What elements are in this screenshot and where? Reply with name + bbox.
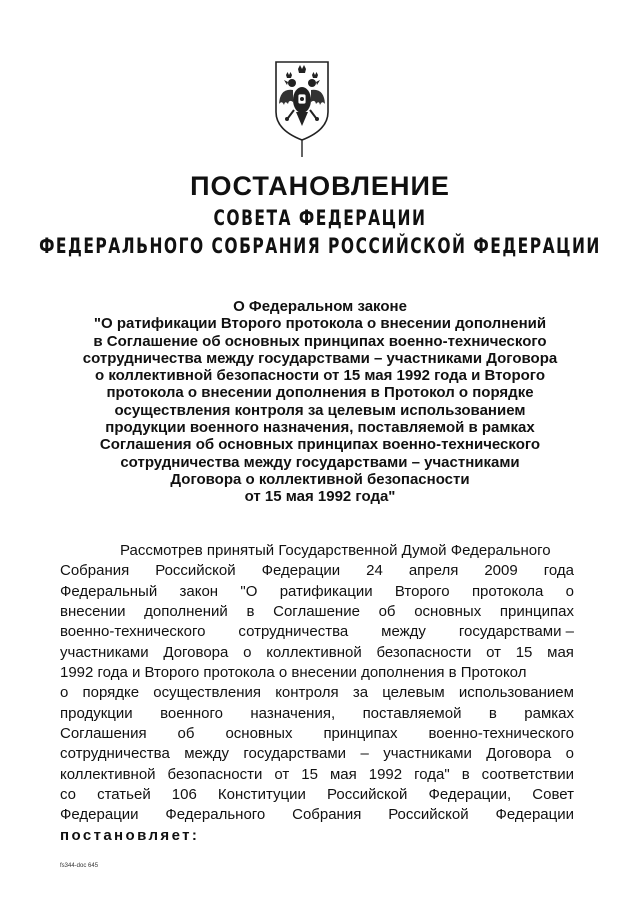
body-word: Российской bbox=[327, 786, 408, 804]
body-word: апреля bbox=[408, 562, 459, 580]
body-word: продукции bbox=[60, 704, 133, 722]
body-line bbox=[60, 704, 574, 724]
body-line bbox=[60, 663, 574, 683]
body-word: государствами – bbox=[458, 623, 574, 641]
issuer-line-1: СОВЕТА ФЕДЕРАЦИИ bbox=[213, 206, 427, 231]
body-word: Соглашения bbox=[60, 725, 147, 743]
law-title-line: "О ратификации Второго протокола о внесении дополнений bbox=[93, 315, 547, 333]
body-word: рамках bbox=[524, 704, 574, 722]
body-word: от bbox=[486, 643, 501, 661]
law-title-line: от 15 мая 1992 года" bbox=[244, 488, 396, 506]
law-title-line: протокола о внесении дополнения в Протокол о порядке bbox=[106, 384, 534, 402]
body-word: о bbox=[243, 643, 252, 661]
body-word: военного bbox=[160, 704, 223, 722]
body-word: внесении bbox=[60, 603, 126, 621]
body-word: от bbox=[274, 765, 290, 783]
body-word: Конституции bbox=[217, 786, 306, 804]
body-word: в bbox=[488, 704, 497, 722]
body-word: использованием bbox=[458, 684, 574, 702]
body-word: безопасности bbox=[167, 765, 263, 783]
body-line bbox=[60, 826, 574, 846]
body-word: Федерации bbox=[495, 806, 574, 824]
body-word: Второго bbox=[394, 582, 450, 600]
body-word: года bbox=[543, 562, 574, 580]
decree-operative-word: постановляет: bbox=[60, 826, 200, 844]
body-word: поставляемой bbox=[362, 704, 462, 722]
body-word: коллективной bbox=[266, 643, 362, 661]
law-title-line: о коллективной безопасности от 15 мая 1992 года и Второго bbox=[94, 367, 545, 385]
body-word: участниками bbox=[60, 643, 149, 661]
body-word: коллективной bbox=[60, 765, 156, 783]
body-word: осуществления bbox=[153, 684, 262, 702]
body-word: Федерации bbox=[60, 806, 139, 824]
body-word: "О bbox=[240, 582, 258, 600]
body-word: 1992 года и Второго протокола о внесении дополнения в Протокол bbox=[60, 664, 527, 682]
decree-body-paragraph bbox=[60, 541, 574, 846]
body-word: между bbox=[381, 623, 426, 641]
body-word: года" bbox=[414, 765, 450, 783]
body-word: – bbox=[360, 745, 369, 763]
body-word: безопасности bbox=[376, 643, 472, 661]
body-word: участниками bbox=[383, 745, 472, 763]
body-word: о bbox=[565, 582, 574, 600]
body-line bbox=[60, 683, 574, 703]
law-title-block bbox=[40, 298, 600, 506]
body-line bbox=[60, 724, 574, 744]
double-headed-eagle-emblem-icon bbox=[272, 60, 332, 160]
body-word: Федерального bbox=[165, 806, 266, 824]
law-title-line: сотрудничества между государствами – участниками Договора bbox=[82, 349, 558, 367]
body-line bbox=[60, 561, 574, 581]
issuer-line-2: ФЕДЕРАЛЬНОГО СОБРАНИЯ РОССИЙСКОЙ ФЕДЕРАЦИИ bbox=[39, 234, 601, 259]
body-word: порядке bbox=[82, 684, 140, 702]
body-word: Рассмотрев принятый Государственной Думой Федерального bbox=[120, 542, 551, 559]
body-word: протокола bbox=[471, 582, 544, 600]
body-word: 2009 bbox=[484, 562, 518, 580]
body-word: в bbox=[461, 765, 470, 783]
body-word: о bbox=[60, 684, 69, 702]
body-word: со bbox=[60, 786, 77, 804]
body-word: сотрудничества bbox=[238, 623, 349, 641]
body-line bbox=[60, 582, 574, 602]
body-word: Договора bbox=[486, 745, 552, 763]
law-title-line: в Соглашение об основных принципах военно-технического bbox=[93, 332, 547, 350]
body-word: Федерации bbox=[261, 562, 341, 580]
body-word: государствами bbox=[243, 745, 347, 763]
body-line bbox=[60, 785, 574, 805]
body-word: за bbox=[352, 684, 369, 702]
body-word: основных bbox=[225, 725, 293, 743]
document-type-title: ПОСТАНОВЛЕНИЕ bbox=[190, 171, 450, 201]
body-word: об bbox=[378, 603, 396, 621]
body-line bbox=[60, 602, 574, 622]
body-word: между bbox=[184, 745, 229, 763]
body-word: дополнений bbox=[144, 603, 228, 621]
body-word: о bbox=[565, 745, 574, 763]
body-word: Собрания bbox=[292, 806, 362, 824]
body-word: целевым bbox=[382, 684, 445, 702]
body-line bbox=[60, 622, 574, 642]
body-word: 15 bbox=[301, 765, 318, 783]
law-title-line: О Федеральном законе bbox=[233, 298, 407, 315]
body-word: закон bbox=[179, 582, 219, 600]
body-word: принципах bbox=[323, 725, 398, 743]
body-word: 15 bbox=[515, 643, 533, 661]
body-word: статьей bbox=[97, 786, 151, 804]
body-word: Договора bbox=[163, 643, 229, 661]
body-word: военно-технического bbox=[60, 623, 206, 641]
body-word: Соглашение bbox=[273, 603, 360, 621]
body-word: назначения, bbox=[250, 704, 336, 722]
law-title-line: продукции военного назначения, поставляемой в рамках bbox=[105, 419, 535, 437]
body-word: Российской bbox=[155, 562, 236, 580]
body-word: в bbox=[246, 603, 255, 621]
body-word: мая bbox=[547, 643, 574, 661]
body-word: соответствии bbox=[481, 765, 574, 783]
body-line bbox=[60, 541, 574, 561]
body-word: военно-технического bbox=[428, 725, 574, 743]
law-title-line: Соглашения об основных принципах военно-технического bbox=[99, 436, 541, 454]
body-word: 106 bbox=[171, 786, 197, 804]
body-word: основных bbox=[414, 603, 482, 621]
body-line bbox=[60, 643, 574, 663]
body-word: Российской bbox=[388, 806, 469, 824]
body-word: 1992 bbox=[368, 765, 403, 783]
law-title-line: сотрудничества между государствами – участниками bbox=[120, 453, 520, 471]
body-word: сотрудничества bbox=[60, 745, 170, 763]
body-word: 24 bbox=[366, 562, 383, 580]
body-word: мая bbox=[329, 765, 357, 783]
body-word: ратификации bbox=[279, 582, 373, 600]
body-word: Собрания bbox=[60, 562, 130, 580]
body-line bbox=[60, 765, 574, 785]
body-word: принципах bbox=[499, 603, 574, 621]
body-line bbox=[60, 805, 574, 825]
document-code: fs344-doc 645 bbox=[60, 863, 99, 869]
body-word: Федерации, bbox=[428, 786, 512, 804]
body-line bbox=[60, 744, 574, 764]
body-word: контроля bbox=[275, 684, 339, 702]
law-title-line: осуществления контроля за целевым использованием bbox=[114, 401, 526, 419]
body-word: Совет bbox=[532, 786, 574, 804]
body-word: об bbox=[177, 725, 195, 743]
body-word: Федеральный bbox=[60, 582, 158, 600]
law-title-line: Договора о коллективной безопасности bbox=[170, 470, 470, 488]
